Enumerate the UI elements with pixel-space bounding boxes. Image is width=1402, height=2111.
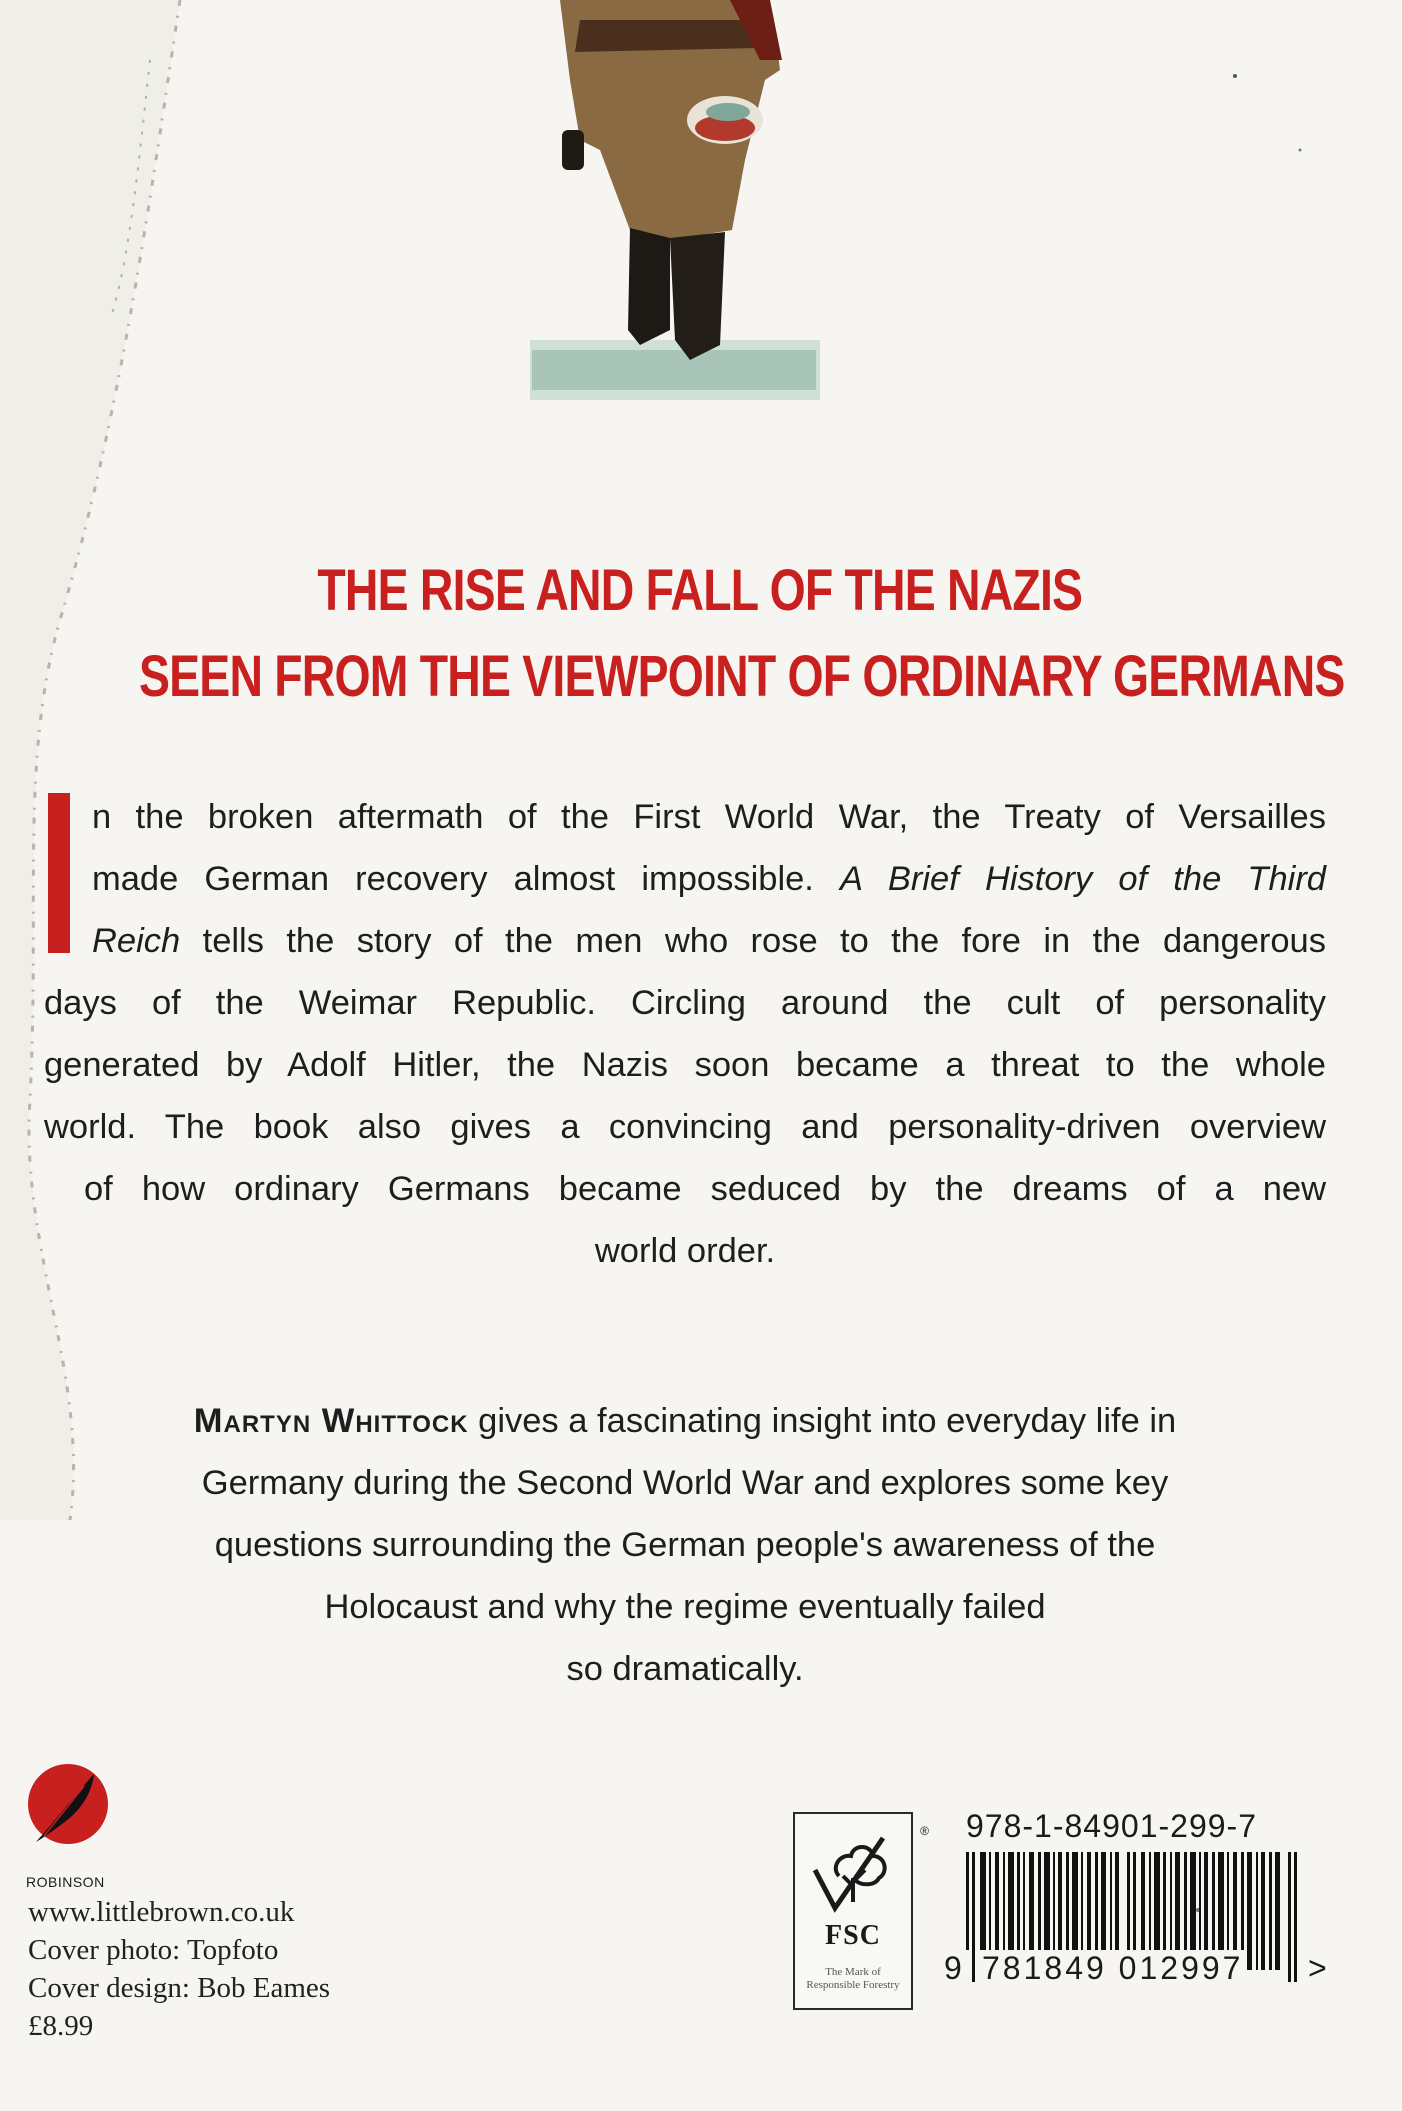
quiet-zone-arrow: > bbox=[1308, 1950, 1330, 1986]
barcode-digits bbox=[944, 1950, 1334, 1992]
isbn-number: 978-1-84901-299-7 bbox=[966, 1808, 1257, 1844]
blurb-line: days of the Weimar Republic. Circling around the cult of personality bbox=[44, 984, 1326, 1022]
price: £8.99 bbox=[28, 2010, 94, 2042]
blurb-line: world. The book also gives a convincing and personality-driven overview bbox=[44, 1108, 1326, 1146]
headline-line-1: THE RISE AND FALL OF THE NAZIS bbox=[317, 558, 1083, 623]
headline-line-2: SEEN FROM THE VIEWPOINT OF ORDINARY GERMANS bbox=[139, 644, 1345, 709]
cover-design-credit: Cover design: Bob Eames bbox=[28, 1972, 331, 2004]
book-title: Reich bbox=[92, 922, 181, 960]
publisher-website: www.littlebrown.co.uk bbox=[28, 1896, 295, 1928]
cover-photo-soldier bbox=[520, 0, 840, 460]
registered-trademark: ® bbox=[920, 1824, 929, 1838]
blurb-line: world order. bbox=[594, 1232, 776, 1270]
blurb-line: generated by Adolf Hitler, the Nazis soon became a threat to the whole bbox=[44, 1046, 1326, 1084]
fsc-tree-check-icon bbox=[809, 1830, 897, 1916]
fsc-logo bbox=[793, 1812, 929, 2010]
author-line: Holocaust and why the regime eventually failed bbox=[324, 1588, 1046, 1626]
book-title: A Brief History of the Third bbox=[840, 860, 1326, 898]
author-name: Martyn Whittock bbox=[193, 1402, 469, 1440]
cover-photo-credit: Cover photo: Topfoto bbox=[28, 1934, 279, 1966]
blurb-line: of how ordinary Germans became seduced by the dreams of a new bbox=[84, 1170, 1326, 1208]
headline bbox=[139, 548, 1345, 720]
blurb-line: n the broken aftermath of the First World War, the Treaty of Versailles bbox=[92, 798, 1326, 836]
fsc-name: FSC bbox=[825, 1920, 881, 1951]
author-paragraph bbox=[90, 1390, 1280, 1700]
barcode-digit-groups: 781849 012997 bbox=[982, 1950, 1244, 1986]
cover-credits bbox=[28, 1893, 330, 2045]
author-line: Martyn Whittock gives a fascinating insight into everyday life in bbox=[193, 1402, 1177, 1440]
fsc-tagline: The Mark of Responsible Forestry bbox=[806, 1966, 900, 1991]
blurb-line: made German recovery almost impossible. A Brief History of the Third bbox=[92, 860, 1326, 898]
barcode-first-digit: 9 bbox=[944, 1950, 969, 1987]
author-line: Germany during the Second World War and explores some key bbox=[201, 1464, 1169, 1502]
blurb-line: Reich tells the story of the men who rose to the fore in the dangerous bbox=[92, 922, 1326, 960]
blurb-paragraph bbox=[44, 786, 1326, 1282]
robinson-quill-logo-icon bbox=[24, 1762, 110, 1846]
publisher-name: ROBINSON bbox=[26, 1874, 105, 1890]
author-line: so dramatically. bbox=[566, 1650, 804, 1688]
author-line: questions surrounding the German people's awareness of the bbox=[214, 1526, 1156, 1564]
